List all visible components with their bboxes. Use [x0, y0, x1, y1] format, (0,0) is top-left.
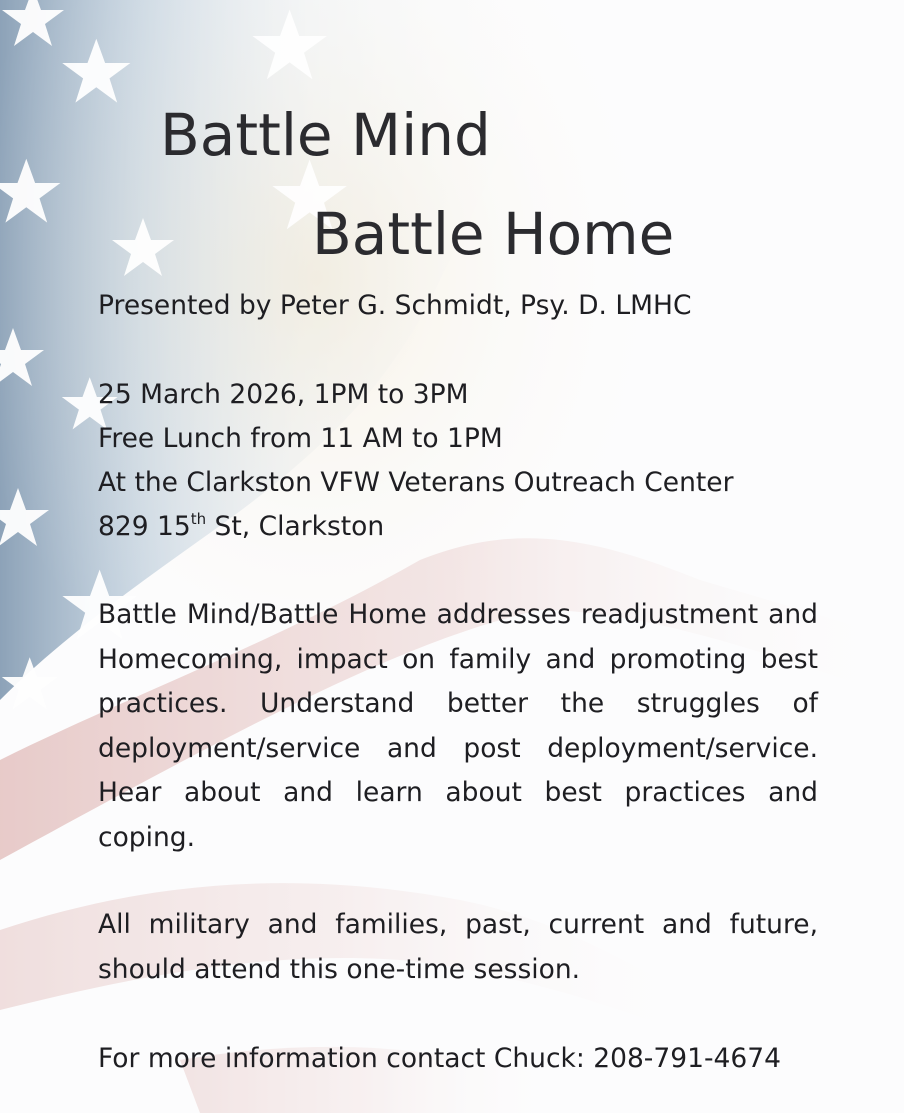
title-line-2: Battle Home: [312, 200, 675, 268]
address-number: 829 15: [98, 511, 191, 542]
event-lunch: Free Lunch from 11 AM to 1PM: [98, 423, 503, 454]
event-address: [98, 510, 385, 542]
title-line-1: Battle Mind: [160, 101, 491, 169]
presenter-line: Presented by Peter G. Schmidt, Psy. D. LMHC: [98, 290, 692, 321]
event-date-time: 25 March 2026, 1PM to 3PM: [98, 379, 469, 410]
description-paragraph: Battle Mind/Battle Home addresses readjustment and Homecoming, impact on family and promoting best practices. Understand better the struggles of deployment/service and post deployment/service. Hear about and learn about best practices and coping.: [98, 599, 818, 853]
event-venue: At the Clarkston VFW Veterans Outreach Center: [98, 467, 734, 498]
audience-paragraph: All military and families, past, current and future, should attend this one-time session.: [98, 909, 818, 985]
address-suffix: th: [190, 510, 207, 528]
address-rest: St, Clarkston: [206, 511, 385, 542]
contact-line: For more information contact Chuck: 208-791-4674: [98, 1043, 781, 1074]
